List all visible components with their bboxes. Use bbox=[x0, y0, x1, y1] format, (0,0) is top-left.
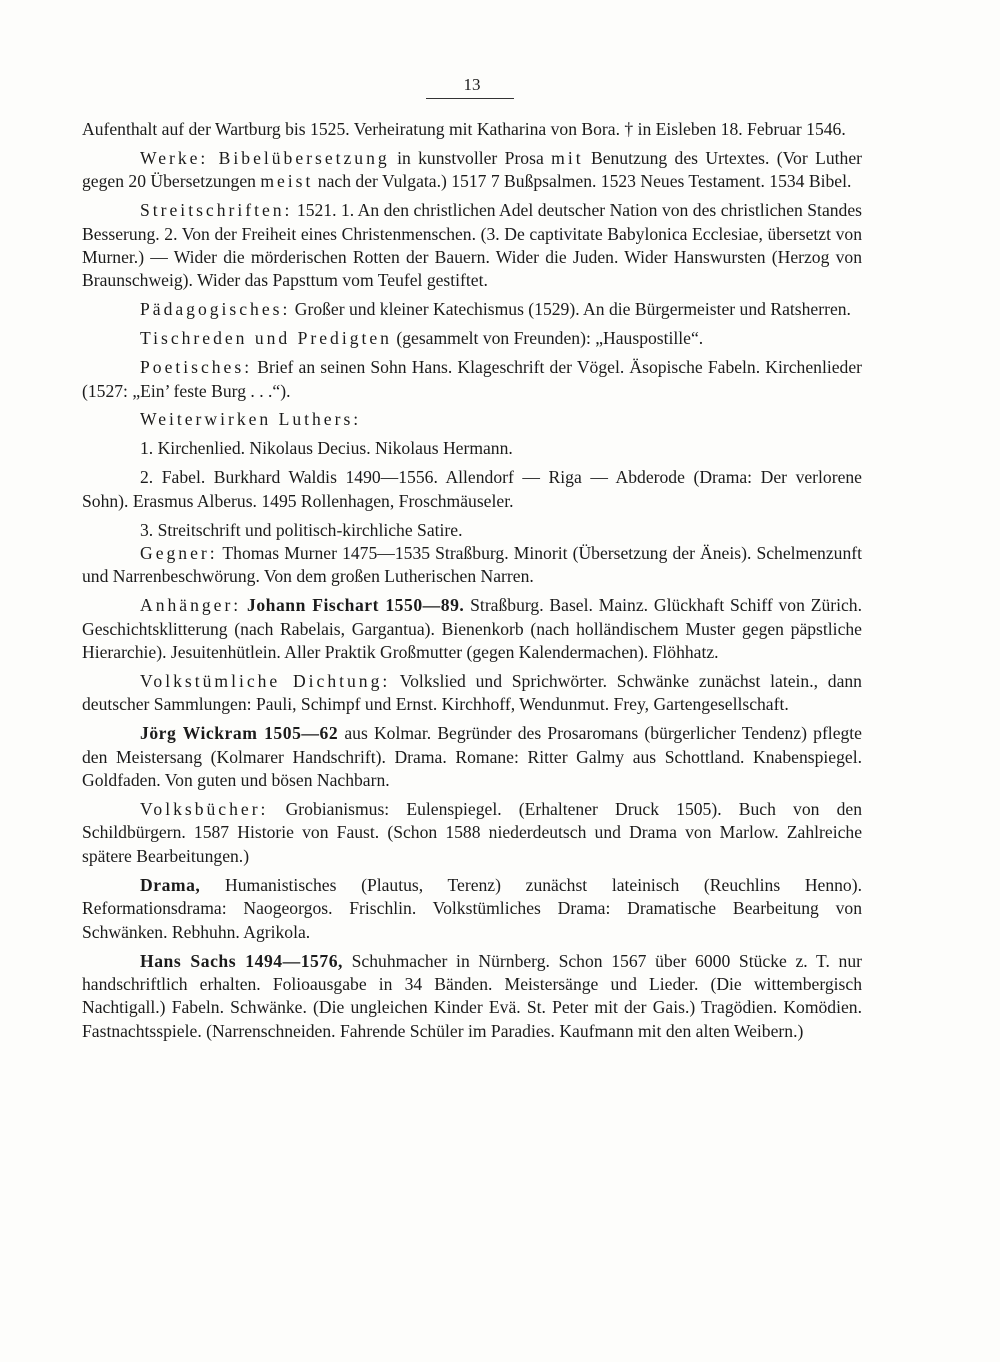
paragraph-text: aus Kolmar. Begründer des Prosaromans (bürgerlicher Tendenz) pflegte den Meistersang (Kolmarer Handschrift). Drama. Romane: Ritter Galmy aus Schottland. Knabenspiegel. Goldfaden. Von guten und bösen Nachbarn. bbox=[82, 723, 862, 791]
spaced-heading: Volksbücher: bbox=[140, 799, 269, 820]
paragraph-paedagogisches bbox=[82, 298, 862, 321]
spaced-heading: Volkstümliche Dichtung: bbox=[140, 671, 391, 692]
paragraph-text: Grobianismus: Eulenspiegel. (Erhaltener Druck 1505). Buch von den Schildbürgern. 1587 Historie von Faust. (Schon 1588 niederdeutsch und Drama von Marlow. Zahlreiche spätere Bearbeitungen.) bbox=[82, 799, 862, 866]
spaced-heading: Gegner: bbox=[140, 543, 218, 563]
paragraph-streitschriften bbox=[82, 199, 862, 293]
paragraph-poetisches bbox=[82, 356, 862, 403]
paragraph-luther-life: Aufenthalt auf der Wartburg bis 1525. Verheiratung mit Katharina von Bora. † in Eisleben 18. Februar 1546. bbox=[82, 119, 846, 139]
paragraph-text: Brief an seinen Sohn Hans. Klageschrift der Vögel. Äsopische Fabeln. Kirchenlieder (1527: „Ein’ feste Burg . . .“). bbox=[82, 357, 862, 401]
spaced-heading: Anhänger: bbox=[140, 595, 242, 616]
paragraph-drama bbox=[82, 874, 862, 944]
paragraph-text: (gesammelt von Freunden): „Hauspostille“. bbox=[391, 328, 704, 349]
list-item-fabel: 2. Fabel. Burkhard Waldis 1490—1556. Allendorf — Riga — Abderode (Drama: Der verlorene Sohn). Erasmus Alberus. 1495 Rollenhagen, Froschmäuseler. bbox=[82, 467, 862, 511]
spaced-heading: Werke: Bibelübersetzung bbox=[140, 147, 390, 168]
paragraph-volksbuecher bbox=[82, 798, 862, 868]
paragraph-text: in kunstvoller Prosa bbox=[389, 147, 552, 168]
paragraph-text: Volkslied und Sprichwörter. Schwänke zunächst latein., dann deutscher Sammlungen: Pauli, Schimpf und Ernst. Kirchhoff, Wendunmut. Frey, Gartengesellschaft. bbox=[82, 671, 862, 715]
spaced-heading: Streitschriften: bbox=[140, 200, 293, 221]
paragraph-text: Straßburg. Basel. Mainz. Glückhaft Schiff von Zürich. Geschichtsklitterung (nach Rabelais, Gargantua). Bienenkorb (nach holländischem Muster gegen päpstliche Hierarchie). Jesuitenhütlein. Aller Praktik Großmutter (gegen Kalendermachen). Flöhhatz. bbox=[82, 595, 862, 663]
paragraph-werke bbox=[82, 147, 862, 194]
paragraph-gegner bbox=[82, 542, 862, 589]
paragraph-wickram bbox=[82, 722, 862, 792]
paragraph-text: Humanistisches (Plautus, Terenz) zunächst lateinisch (Reuchlins Henno). Reformationsdrama: Naogeorgos. Frischlin. Volkstümliches Drama: Dramatische Bearbeitung von Schwänken. Rebhuhn. Agrikola. bbox=[82, 874, 862, 942]
spaced-word: meist bbox=[260, 171, 314, 192]
paragraph-weiterwirken bbox=[82, 408, 862, 431]
paragraph-anhaenger bbox=[82, 594, 862, 664]
spaced-heading: Weiterwirken Luthers: bbox=[140, 409, 362, 430]
spaced-heading: Tischreden und Predigten bbox=[140, 328, 392, 349]
paragraph-tischreden bbox=[82, 327, 862, 350]
paragraph-text: Schuhmacher in Nürnberg. Schon 1567 über 6000 Stücke z. T. nur handschriftlich erhalten. Folioausgabe in 34 Bänden. Meistersänge und Lieder. (Die wittembergisch Nachtigall.) Fabeln. Schwänke. (Die ungleichen Kinder Evä. St. Peter mit der Gais.) Tragödien. Komödien. Fastnachtsspiele. (Narrenschneiden. Fahrende Schüler im Paradies. Kaufmann mit den alten Weibern.) bbox=[82, 950, 863, 1041]
bold-name: Johann Fischart 1550—89. bbox=[247, 595, 465, 616]
page-number-rule bbox=[426, 98, 514, 99]
paragraph-volkstuemliche-dichtung bbox=[82, 670, 862, 717]
bold-name: Jörg Wickram 1505—62 bbox=[140, 723, 339, 744]
page-number: 13 bbox=[463, 75, 481, 94]
spaced-heading: Poetisches: bbox=[140, 357, 253, 378]
paragraph-text: Thomas Murner 1475—1535 Straßburg. Minorit (Übersetzung der Äneis). Schelmenzunft und Narrenbeschwörung. Von dem großen Lutherischen Narren. bbox=[82, 543, 862, 587]
paragraph-text: nach der Vulgata.) 1517 7 Bußpsalmen. 1523 Neues Testament. 1534 Bibel. bbox=[313, 171, 852, 192]
list-item-streitschrift: 3. Streitschrift und politisch-kirchliche Satire. bbox=[140, 519, 463, 540]
body-text bbox=[82, 118, 862, 1049]
paragraph-hans-sachs bbox=[82, 950, 862, 1044]
bold-name: Hans Sachs 1494—1576, bbox=[140, 950, 343, 971]
paragraph-text: Großer und kleiner Katechismus (1529). An die Bürgermeister und Ratsherren. bbox=[290, 299, 851, 320]
bold-name: Drama, bbox=[140, 874, 201, 895]
list-item-kirchenlied: 1. Kirchenlied. Nikolaus Decius. Nikolaus Hermann. bbox=[140, 438, 513, 459]
spaced-heading: Pädagogisches: bbox=[140, 299, 291, 320]
spaced-word: mit bbox=[551, 147, 584, 168]
paragraph-text: Benutzung des Urtextes. (Vor Luther gegen 20 Übersetzungen bbox=[82, 147, 862, 192]
paragraph-text: 1521. 1. An den christlichen Adel deutscher Nation von des christlichen Standes Besserung. 2. Von der Freiheit eines Christenmenschen. (3. De captivitate Babylonica Ecclesiae, übersetzt von Murner.) — Wider die mörderischen Rotten der Bauern. Wider die Juden. Wider Hanswursten (Herzog von Braunschweig). Wider das Papsttum vom Teufel gestiftet. bbox=[82, 200, 862, 291]
